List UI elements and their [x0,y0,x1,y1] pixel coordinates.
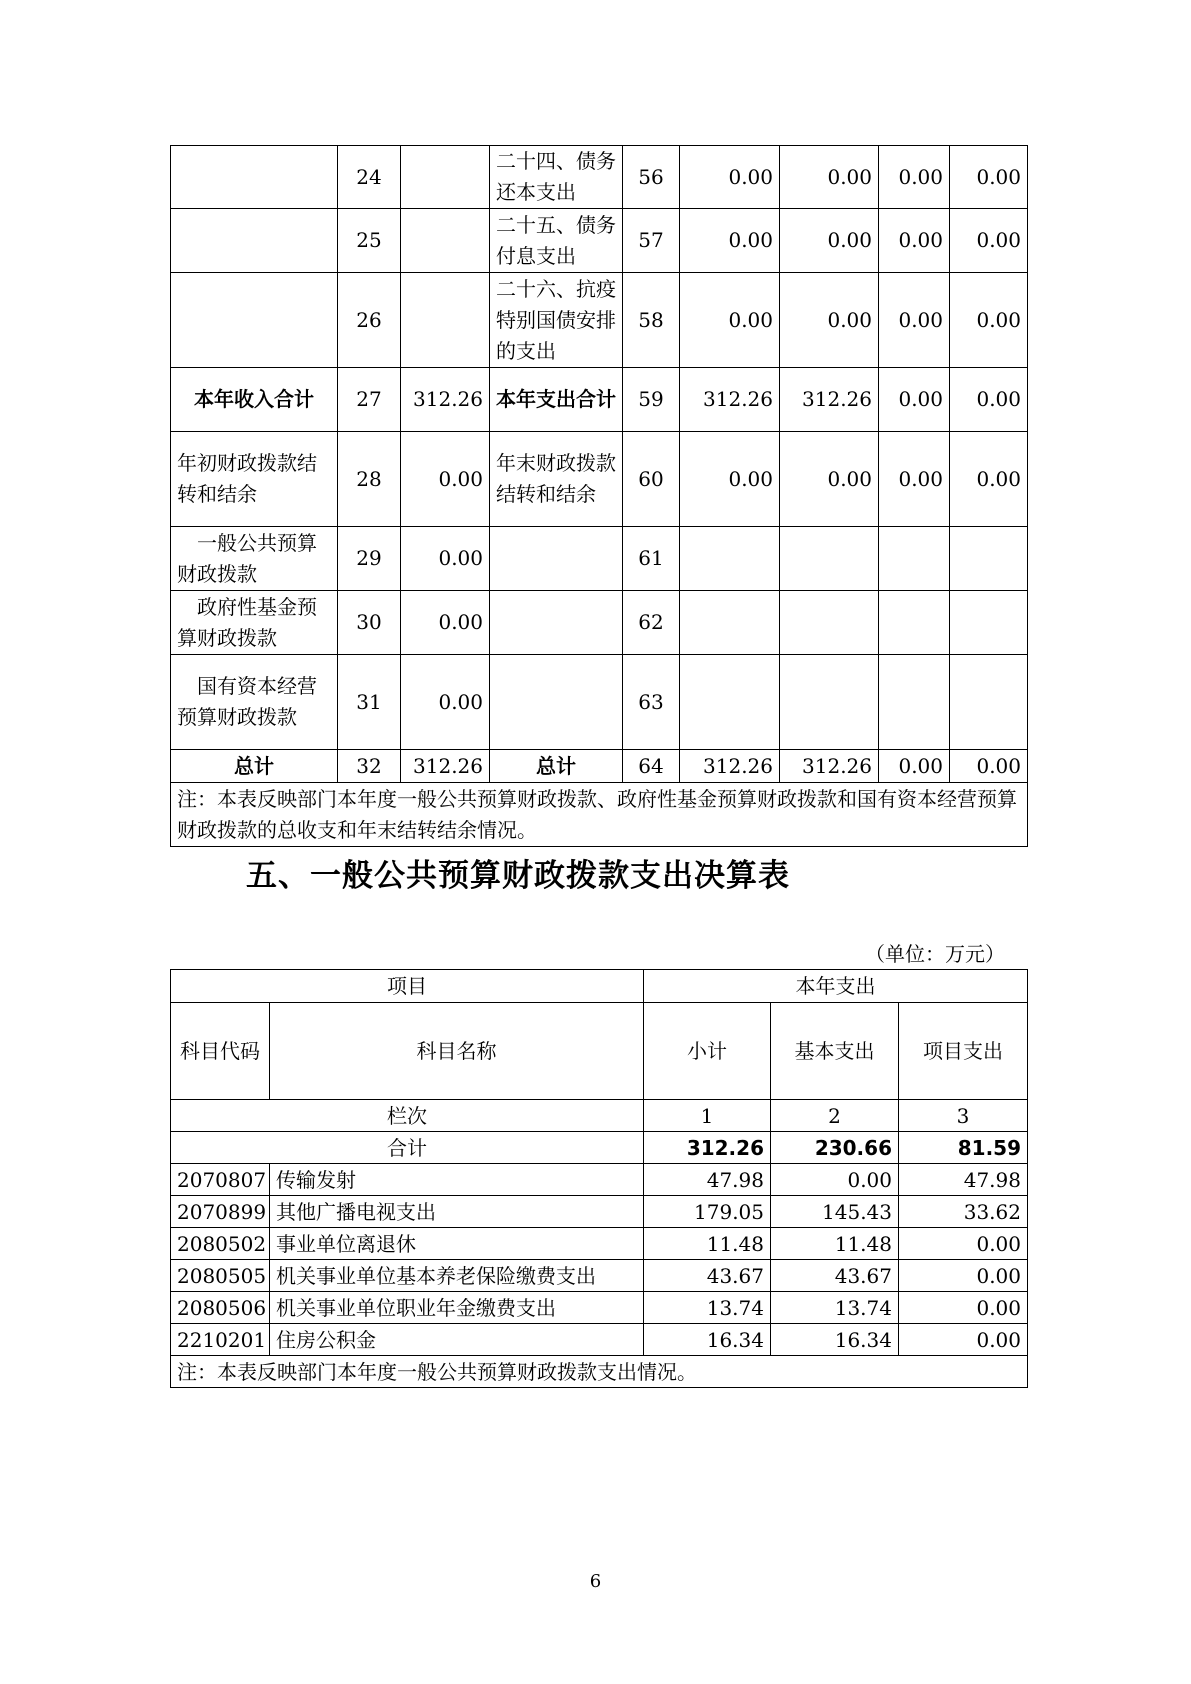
table-row [171,527,1028,591]
income-line-no: 25 [338,209,401,273]
expense-value: 0.00 [879,273,950,368]
income-amount: 0.00 [401,655,490,750]
table-row [171,432,1028,527]
project-value: 0.00 [899,1324,1028,1356]
expense-value: 312.26 [680,750,780,783]
header-project: 项目支出 [899,1003,1028,1100]
expense-value: 0.00 [780,273,879,368]
expense-line-no: 61 [623,527,680,591]
expense-value [879,655,950,750]
expense-value: 0.00 [680,273,780,368]
table-row [171,273,1028,368]
expense-line-no: 59 [623,368,680,432]
expense-value: 0.00 [879,750,950,783]
income-item: 年初财政拨款结转和结余 [171,432,338,527]
table-row [171,1196,1028,1228]
column-number: 2 [771,1100,899,1132]
expense-value [879,591,950,655]
basic-value: 16.34 [771,1324,899,1356]
expense-value: 312.26 [780,750,879,783]
subject-name: 机关事业单位基本养老保险缴费支出 [270,1260,644,1292]
table-row [171,368,1028,432]
table-note: 注：本表反映部门本年度一般公共预算财政拨款支出情况。 [171,1356,1028,1388]
project-value: 0.00 [899,1292,1028,1324]
column-label: 栏次 [171,1100,644,1132]
subject-name: 传输发射 [270,1164,644,1196]
subject-code: 2080505 [171,1260,270,1292]
basic-value: 0.00 [771,1164,899,1196]
expense-item: 总计 [490,750,623,783]
table-row [171,1292,1028,1324]
expense-value: 0.00 [780,146,879,209]
income-line-no: 30 [338,591,401,655]
expense-value: 0.00 [950,273,1028,368]
header-subtotal: 小计 [644,1003,771,1100]
expenditure-table [170,969,1028,1388]
expense-value: 0.00 [950,209,1028,273]
table-row [171,1164,1028,1196]
expense-value: 0.00 [879,368,950,432]
income-amount: 0.00 [401,432,490,527]
expense-item: 二十五、债务付息支出 [490,209,623,273]
subtotal-value: 11.48 [644,1228,771,1260]
header-code: 科目代码 [171,1003,270,1100]
total-value: 312.26 [644,1132,771,1164]
expense-line-no: 60 [623,432,680,527]
subject-name: 住房公积金 [270,1324,644,1356]
section-title: 五、一般公共预算财政拨款支出决算表 [246,858,790,894]
income-item [171,209,338,273]
expense-value [780,591,879,655]
page-number: 6 [589,1571,602,1592]
income-line-no: 28 [338,432,401,527]
basic-value: 13.74 [771,1292,899,1324]
income-line-no: 24 [338,146,401,209]
subject-code: 2070807 [171,1164,270,1196]
basic-value: 11.48 [771,1228,899,1260]
total-label: 合计 [171,1132,644,1164]
expense-item: 年末财政拨款结转和结余 [490,432,623,527]
expense-value [950,655,1028,750]
income-amount [401,273,490,368]
expense-item [490,527,623,591]
project-value: 0.00 [899,1260,1028,1292]
income-line-no: 29 [338,527,401,591]
expense-value: 0.00 [680,146,780,209]
subject-code: 2080502 [171,1228,270,1260]
expense-item: 本年支出合计 [490,368,623,432]
column-number: 3 [899,1100,1028,1132]
income-amount [401,146,490,209]
expense-item: 二十六、抗疫特别国债安排的支出 [490,273,623,368]
table-note: 注：本表反映部门本年度一般公共预算财政拨款、政府性基金预算财政拨款和国有资本经营预算财政拨款的总收支和年末结转结余情况。 [171,783,1028,847]
income-line-no: 32 [338,750,401,783]
expense-line-no: 62 [623,591,680,655]
income-item: 总计 [171,750,338,783]
project-value: 33.62 [899,1196,1028,1228]
table-row [171,1228,1028,1260]
expense-line-no: 58 [623,273,680,368]
subject-name: 事业单位离退休 [270,1228,644,1260]
income-item: 政府性基金预算财政拨款 [171,591,338,655]
subject-code: 2070899 [171,1196,270,1228]
expense-value [950,527,1028,591]
table-row [171,146,1028,209]
subtotal-value: 47.98 [644,1164,771,1196]
subtotal-value: 179.05 [644,1196,771,1228]
expense-value [680,527,780,591]
income-item: 国有资本经营预算财政拨款 [171,655,338,750]
expense-value: 0.00 [879,432,950,527]
expense-value: 0.00 [950,750,1028,783]
income-item: 本年收入合计 [171,368,338,432]
table-row [171,209,1028,273]
total-row [171,1132,1028,1164]
header-name: 科目名称 [270,1003,644,1100]
expense-value: 312.26 [780,368,879,432]
income-amount: 0.00 [401,527,490,591]
expense-value [879,527,950,591]
income-item [171,146,338,209]
header-row [171,970,1028,1003]
basic-value: 145.43 [771,1196,899,1228]
expense-value [780,655,879,750]
header-basic: 基本支出 [771,1003,899,1100]
income-line-no: 26 [338,273,401,368]
unit-label: （单位：万元） [865,942,1005,966]
expense-value: 0.00 [780,209,879,273]
subject-name: 其他广播电视支出 [270,1196,644,1228]
table-row [171,591,1028,655]
total-value: 230.66 [771,1132,899,1164]
basic-value: 43.67 [771,1260,899,1292]
expense-value [680,655,780,750]
income-amount: 312.26 [401,750,490,783]
fiscal-summary-table [170,145,1028,847]
expense-value: 0.00 [950,146,1028,209]
expense-value: 0.00 [950,432,1028,527]
subject-name: 机关事业单位职业年金缴费支出 [270,1292,644,1324]
table-row [171,655,1028,750]
expense-value: 0.00 [680,432,780,527]
expense-value [950,591,1028,655]
expense-value: 0.00 [780,432,879,527]
table-note-row [171,783,1028,847]
expense-value: 0.00 [879,146,950,209]
expense-value [780,527,879,591]
table-row [171,1324,1028,1356]
income-amount: 312.26 [401,368,490,432]
income-line-no: 27 [338,368,401,432]
table-row [171,750,1028,783]
expense-line-no: 63 [623,655,680,750]
income-amount: 0.00 [401,591,490,655]
subtotal-value: 16.34 [644,1324,771,1356]
expense-line-no: 56 [623,146,680,209]
project-value: 47.98 [899,1164,1028,1196]
income-item [171,273,338,368]
expense-value: 0.00 [879,209,950,273]
table-row [171,1260,1028,1292]
header-row [171,1003,1028,1100]
expense-item [490,655,623,750]
expense-line-no: 64 [623,750,680,783]
expense-value [680,591,780,655]
expense-value: 0.00 [950,368,1028,432]
expense-item [490,591,623,655]
project-value: 0.00 [899,1228,1028,1260]
expense-value: 312.26 [680,368,780,432]
header-item: 项目 [171,970,644,1003]
subtotal-value: 13.74 [644,1292,771,1324]
subject-code: 2210201 [171,1324,270,1356]
expense-value: 0.00 [680,209,780,273]
column-number-row [171,1100,1028,1132]
income-line-no: 31 [338,655,401,750]
table-note-row [171,1356,1028,1388]
subject-code: 2080506 [171,1292,270,1324]
header-year-expense: 本年支出 [644,970,1028,1003]
subtotal-value: 43.67 [644,1260,771,1292]
expense-item: 二十四、债务还本支出 [490,146,623,209]
expense-line-no: 57 [623,209,680,273]
income-item: 一般公共预算财政拨款 [171,527,338,591]
column-number: 1 [644,1100,771,1132]
income-amount [401,209,490,273]
total-value: 81.59 [899,1132,1028,1164]
